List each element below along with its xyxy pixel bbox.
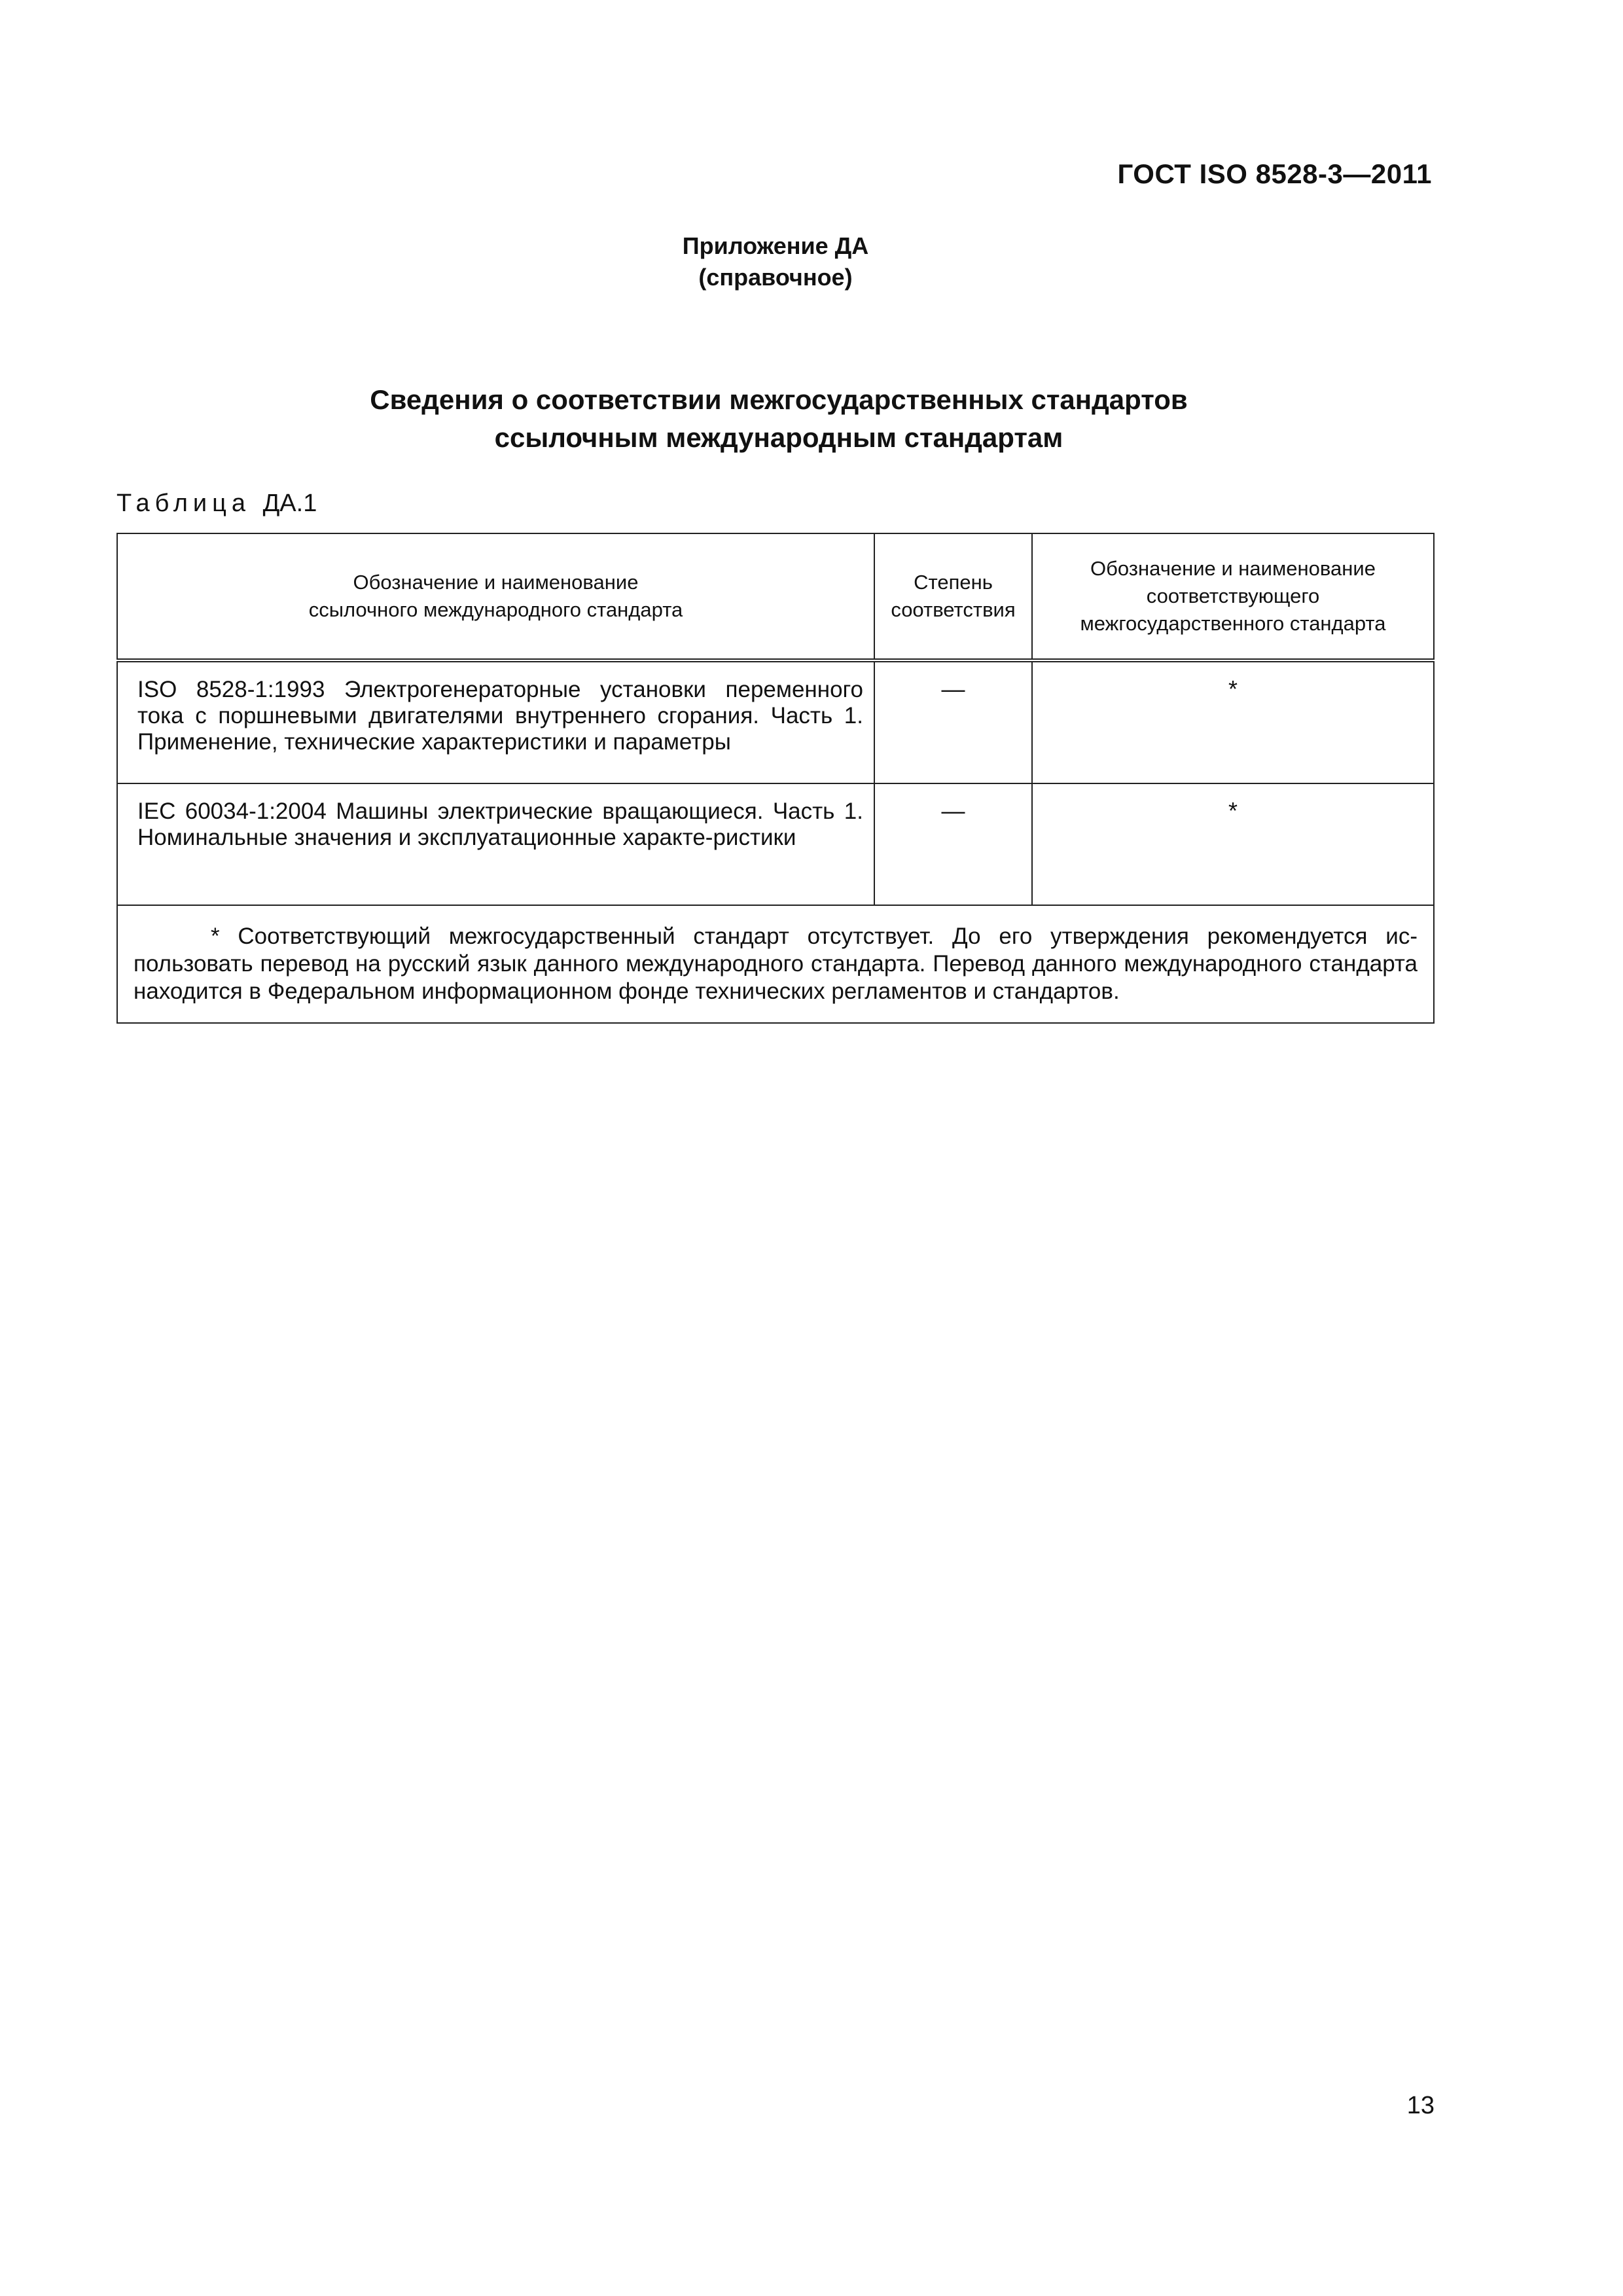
table-caption-number: ДА.1 xyxy=(262,490,317,517)
reference-standard-cell: IEC 60034-1:2004 Машины электрические вращающиеся. Часть 1. Номинальные значения и эксплуатационные характе-ристики xyxy=(117,783,874,905)
corresponding-standard-cell: * xyxy=(1032,660,1434,783)
reference-standard-cell: ISO 8528-1:1993 Электрогенераторные установки переменного тока с поршневыми двигателями внутреннего сгорания. Часть 1. Применение, технические характеристики и параметры xyxy=(117,660,874,783)
degree-cell: — xyxy=(874,783,1032,905)
header-reference-line-2: ссылочного международного стандарта xyxy=(308,598,683,621)
header-corresponding-line-1: Обозначение и наименование xyxy=(1090,557,1376,580)
header-reference-line-1: Обозначение и наименование xyxy=(353,571,639,594)
header-degree-line-1: Степень xyxy=(914,571,993,594)
header-reference-standard xyxy=(117,533,874,660)
table-footnote-row xyxy=(117,905,1434,1023)
standards-table-container xyxy=(116,533,1433,1024)
header-corresponding-standard xyxy=(1032,533,1434,660)
table-caption-word: Таблица xyxy=(116,490,251,517)
header-degree-line-2: соответствия xyxy=(891,598,1016,621)
section-title-line-2: ссылочным международным стандартам xyxy=(494,422,1063,453)
table-header-row xyxy=(117,533,1434,660)
header-corresponding-line-2: соответствующего xyxy=(1146,584,1320,607)
table-row xyxy=(117,783,1434,905)
standards-correspondence-table xyxy=(116,533,1435,1024)
degree-cell: — xyxy=(874,660,1032,783)
corresponding-standard-cell: * xyxy=(1032,783,1434,905)
table-row xyxy=(117,660,1434,783)
header-degree xyxy=(874,533,1032,660)
table-footnote-text: * Соответствующий межгосударственный стандарт отсутствует. До его утверждения рекомендуется ис-пользовать перевод на русский язык данного международного стандарта. Перевод данного международного стандарта находится в Федеральном информационном фонде технических регламентов и стандартов. xyxy=(134,924,1418,1004)
annex-heading xyxy=(0,230,1551,293)
annex-title: Приложение ДА xyxy=(682,232,869,259)
header-corresponding-line-3: межгосударственного стандарта xyxy=(1080,612,1386,635)
section-title xyxy=(0,381,1558,457)
table-caption xyxy=(116,490,317,518)
document-code: ГОСТ ISO 8528-3—2011 xyxy=(1117,158,1432,189)
section-title-line-1: Сведения о соответствии межгосударственных стандартов xyxy=(370,384,1188,415)
annex-subtitle: (справочное) xyxy=(698,264,853,291)
page-number: 13 xyxy=(1406,2092,1435,2119)
table-footnote xyxy=(117,905,1434,1023)
